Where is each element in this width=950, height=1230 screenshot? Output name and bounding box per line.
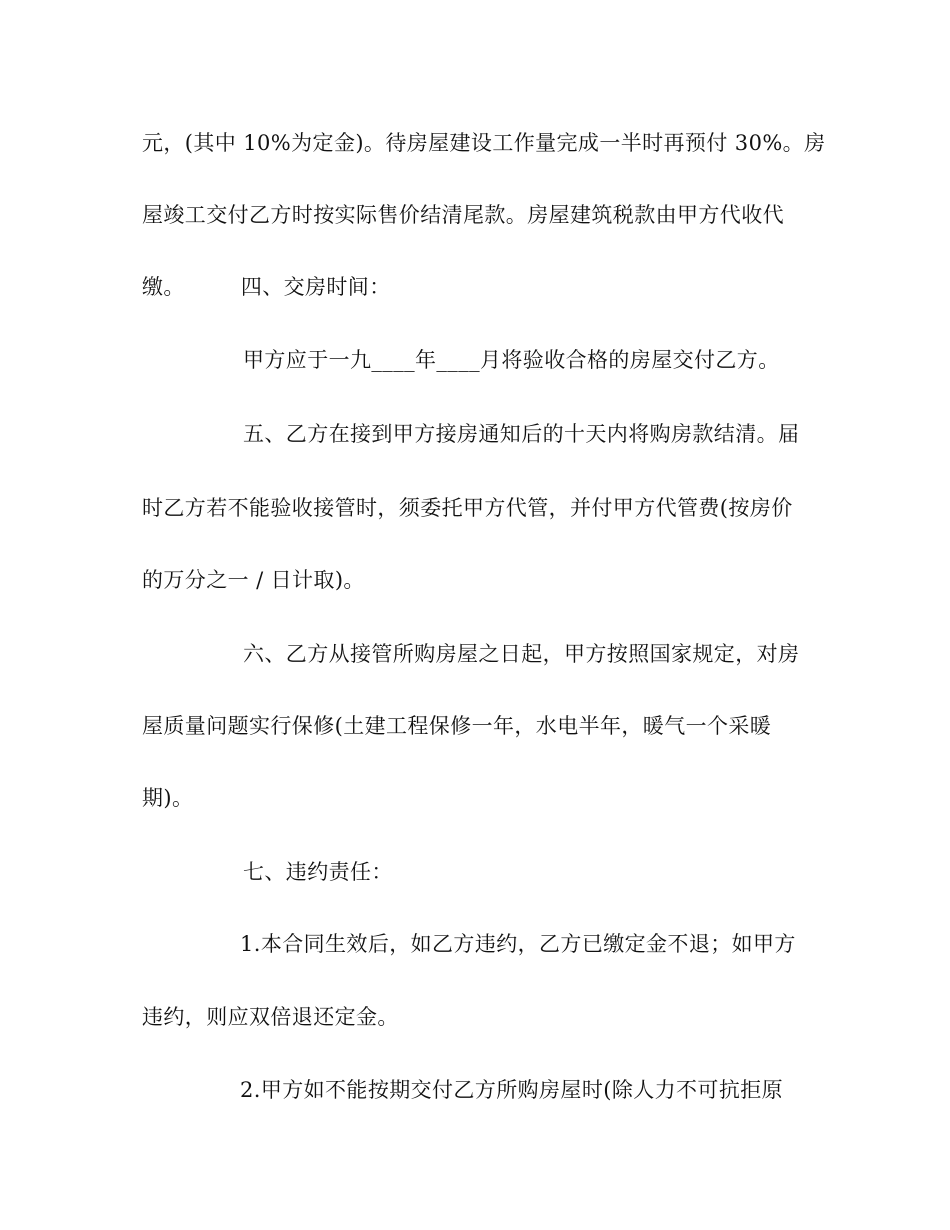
text-line-1: 元，(其中 10%为定金)。待房屋建设工作量完成一半时再预付 30%。房 xyxy=(142,131,826,155)
text-line-2: 屋竣工交付乙方时按实际售价结清尾款。房屋建筑税款由甲方代收代 xyxy=(142,203,784,227)
text-line-8: 六、乙方从接管所购房屋之日起，甲方按照国家规定，对房 xyxy=(243,642,800,666)
section-heading-delivery-time: 四、交房时间： xyxy=(240,275,391,299)
text-line-4: 甲方应于一九____年____月将验收合格的房屋交付乙方。 xyxy=(243,348,780,372)
text-line-9: 屋质量问题实行保修(土建工程保修一年，水电半年，暖气一个采暖 xyxy=(142,714,772,738)
text-line-12: 1.本合同生效后，如乙方违约，乙方已缴定金不退；如甲方 xyxy=(240,932,796,956)
text-line-10: 期)。 xyxy=(142,786,194,810)
text-line-6: 时乙方若不能验收接管时，须委托甲方代管，并付甲方代管费(按房价 xyxy=(142,496,793,520)
text-line-3-part-1: 缴。 xyxy=(142,275,185,299)
text-line-3 xyxy=(142,273,391,301)
text-line-14: 2.甲方如不能按期交付乙方所购房屋时(除人力不可抗拒原 xyxy=(240,1078,784,1102)
section-heading-liability: 七、违约责任： xyxy=(243,860,393,884)
text-line-13: 违约，则应双倍退还定金。 xyxy=(142,1005,399,1029)
text-line-5: 五、乙方在接到甲方接房通知后的十天内将购房款结清。届 xyxy=(243,422,800,446)
text-line-7: 的万分之一 / 日计取)。 xyxy=(142,568,365,592)
